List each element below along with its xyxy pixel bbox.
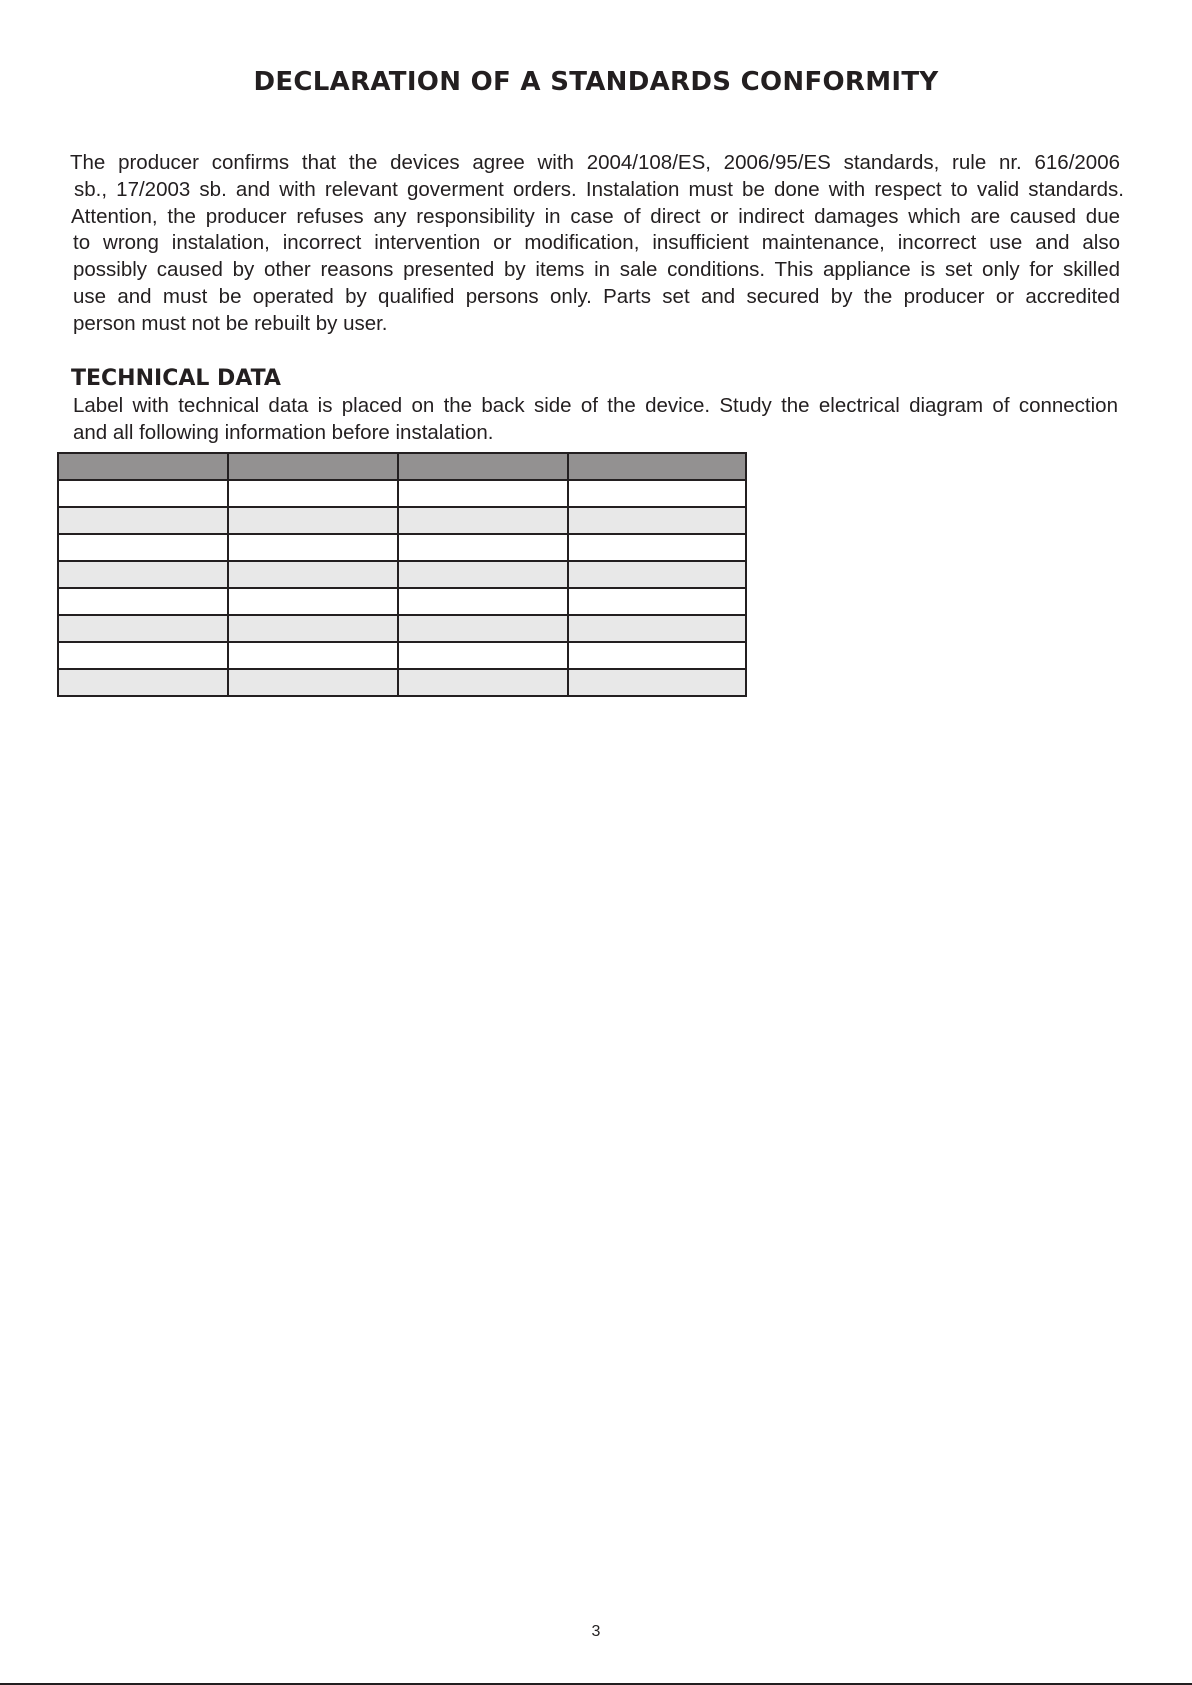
declaration-line: possibly caused by other reasons presented by items in sale conditions. This appliance is set only for skilled (73, 258, 1120, 282)
declaration-line: use and must be operated by qualified persons only. Parts set and secured by the producer or accredited (73, 284, 1120, 308)
table-cell (228, 669, 398, 696)
table-cell (58, 507, 228, 534)
table-cell (228, 507, 398, 534)
table-cell (398, 507, 568, 534)
table-cell (398, 642, 568, 669)
table-cell (228, 615, 398, 642)
table-cell (58, 561, 228, 588)
table-cell (58, 642, 228, 669)
table-cell (228, 561, 398, 588)
table-cell (398, 480, 568, 507)
technical-data-line: Label with technical data is placed on the back side of the device. Study the electrical diagram of connection (73, 394, 1118, 417)
table-cell (568, 480, 746, 507)
table-cell (58, 534, 228, 561)
table-cell (228, 642, 398, 669)
table-cell (228, 588, 398, 615)
table-cell (568, 507, 746, 534)
declaration-line: to wrong instalation, incorrect intervention or modification, insufficient maintenance, incorrect use and also (73, 231, 1120, 255)
table-row (58, 642, 746, 669)
table-row (58, 507, 746, 534)
table-cell (398, 534, 568, 561)
table-cell (398, 669, 568, 696)
technical-data-table (57, 452, 747, 697)
table-cell (568, 561, 746, 588)
page-title: DECLARATION OF A STANDARDS CONFORMITY (253, 67, 939, 97)
table-cell (398, 561, 568, 588)
table-cell (58, 588, 228, 615)
technical-data-text (73, 393, 1118, 447)
table-header-cell (58, 453, 228, 480)
table-row (58, 561, 746, 588)
table-row (58, 480, 746, 507)
table-header-row (58, 453, 746, 480)
declaration-line: sb., 17/2003 sb. and with relevant goverment orders. Instalation must be done with respect to valid standards. (74, 177, 1124, 201)
table-cell (398, 588, 568, 615)
table-header-cell (228, 453, 398, 480)
declaration-line: The producer confirms that the devices agree with 2004/108/ES, 2006/95/ES standards, rule nr. 616/2006 (70, 151, 1120, 174)
table-cell (58, 669, 228, 696)
table-row (58, 534, 746, 561)
table-cell (568, 669, 746, 696)
table-row (58, 588, 746, 615)
table-cell (568, 615, 746, 642)
table-cell (568, 588, 746, 615)
table-cell (228, 480, 398, 507)
page-number: 3 (591, 1623, 601, 1640)
table-cell (568, 534, 746, 561)
table-cell (228, 534, 398, 561)
declaration-line: Attention, the producer refuses any responsibility in case of direct or indirect damages which are caused due (71, 204, 1120, 228)
table-cell (568, 642, 746, 669)
table-row (58, 669, 746, 696)
table-header-cell (568, 453, 746, 480)
technical-data-line: and all following information before instalation. (73, 420, 494, 444)
table-cell (398, 615, 568, 642)
table-cell (58, 615, 228, 642)
table-row (58, 615, 746, 642)
technical-data-heading: TECHNICAL DATA (71, 366, 281, 391)
table-cell (58, 480, 228, 507)
declaration-line: person must not be rebuilt by user. (73, 311, 388, 335)
conformity-declaration-text (70, 150, 1124, 338)
table-header-cell (398, 453, 568, 480)
